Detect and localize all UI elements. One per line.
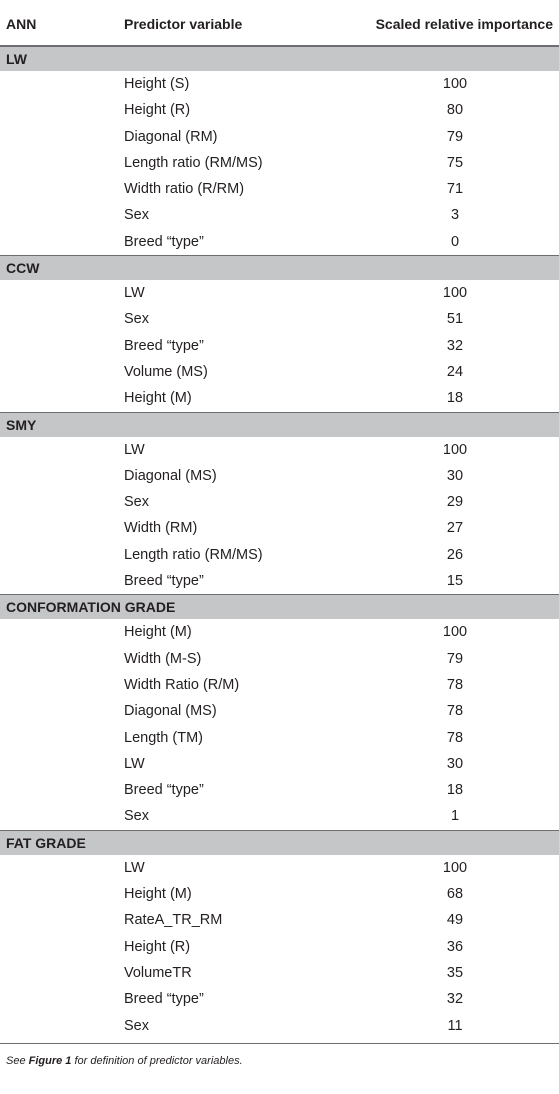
table-row: [0, 646, 559, 672]
importance-value-cell: 100: [442, 441, 468, 458]
table-row: [0, 124, 559, 150]
table-body: [0, 46, 559, 1039]
table-row: [0, 881, 559, 907]
predictor-variable-cell: Height (R): [124, 938, 191, 955]
table-row: [0, 698, 559, 724]
predictor-variable-cell: Height (M): [124, 624, 192, 641]
importance-value-cell: 1: [450, 808, 460, 825]
importance-value-cell: 0: [450, 233, 460, 250]
group-name: CONFORMATION GRADE: [6, 599, 176, 616]
table-row: [0, 359, 559, 385]
table-section: [0, 46, 559, 255]
predictor-variable-cell: VolumeTR: [124, 964, 192, 981]
importance-value-cell: 36: [446, 938, 464, 955]
predictor-variable-cell: Breed “type”: [124, 337, 204, 354]
header-predictor-variable: Predictor variable: [124, 16, 243, 32]
importance-value-cell: 80: [446, 102, 464, 119]
predictor-variable-cell: Breed “type”: [124, 233, 204, 250]
predictor-variable-cell: Width (RM): [124, 520, 198, 537]
importance-value-cell: 18: [446, 782, 464, 799]
importance-value-cell: 75: [446, 154, 464, 171]
table-row: [0, 777, 559, 803]
header-scaled-relative-importance: Scaled relative importance: [375, 16, 553, 32]
importance-value-cell: 100: [442, 285, 468, 302]
group-header: [0, 830, 559, 855]
importance-value-cell: 51: [446, 311, 464, 328]
table-row: [0, 333, 559, 359]
table-row: [0, 751, 559, 777]
table-row: [0, 542, 559, 568]
predictor-variable-cell: Length ratio (RM/MS): [124, 154, 263, 171]
importance-value-cell: 49: [446, 912, 464, 929]
predictor-variable-cell: Volume (MS): [124, 363, 208, 380]
table-row: [0, 672, 559, 698]
importance-value-cell: 79: [446, 650, 464, 667]
importance-value-cell: 100: [442, 859, 468, 876]
table-row: [0, 619, 559, 645]
table-row: [0, 725, 559, 751]
table-row: [0, 986, 559, 1012]
importance-value-cell: 15: [446, 573, 464, 590]
predictor-variable-cell: Length ratio (RM/MS): [124, 546, 263, 563]
group-header: [0, 594, 559, 619]
importance-value-cell: 100: [442, 624, 468, 641]
table-row: [0, 229, 559, 255]
predictor-variable-cell: RateA_TR_RM: [124, 912, 223, 929]
table-row: [0, 385, 559, 411]
importance-value-cell: 29: [446, 494, 464, 511]
table-row: [0, 568, 559, 594]
table-row: [0, 202, 559, 228]
predictor-variable-cell: Width ratio (R/RM): [124, 181, 245, 198]
group-header: [0, 412, 559, 437]
predictor-variable-cell: Height (M): [124, 390, 192, 407]
predictor-variable-cell: Length (TM): [124, 729, 203, 746]
table-row: [0, 1013, 559, 1039]
table-row: [0, 176, 559, 202]
footnote-prefix: See: [6, 1054, 29, 1067]
importance-value-cell: 11: [447, 1017, 463, 1034]
importance-value-cell: 78: [446, 703, 464, 720]
predictor-variable-cell: Breed “type”: [124, 991, 204, 1008]
importance-value-cell: 3: [450, 207, 460, 224]
table-section: [0, 830, 559, 1039]
importance-value-cell: 79: [446, 128, 464, 145]
table-header: [0, 0, 559, 46]
importance-value-cell: 30: [446, 755, 464, 772]
predictor-variable-cell: Sex: [124, 494, 149, 511]
table-row: [0, 280, 559, 306]
importance-value-cell: 24: [446, 363, 464, 380]
predictor-variable-cell: Height (S): [124, 76, 190, 92]
group-name: FAT GRADE: [6, 834, 86, 851]
table-footnote: [0, 1044, 559, 1067]
predictor-variable-cell: Height (M): [124, 886, 192, 903]
table-section: [0, 255, 559, 411]
importance-value-cell: 68: [446, 886, 464, 903]
predictor-variable-cell: Diagonal (MS): [124, 703, 217, 720]
group-name: CCW: [6, 260, 40, 277]
importance-value-cell: 78: [446, 729, 464, 746]
predictor-variable-cell: Breed “type”: [124, 573, 204, 590]
table-section: [0, 594, 559, 829]
table-row: [0, 150, 559, 176]
predictor-variable-cell: Sex: [124, 311, 149, 328]
importance-value-cell: 18: [446, 390, 464, 407]
group-name: LW: [6, 51, 27, 67]
importance-value-cell: 100: [442, 76, 468, 92]
table-row: [0, 960, 559, 986]
importance-value-cell: 30: [446, 467, 464, 484]
importance-value-cell: 71: [446, 181, 464, 198]
predictor-variable-cell: Diagonal (RM): [124, 128, 218, 145]
footnote-figure-ref: Figure 1: [28, 1054, 72, 1067]
predictor-variable-cell: Sex: [124, 207, 149, 224]
table-row: [0, 855, 559, 881]
importance-value-cell: 32: [446, 991, 464, 1008]
predictor-variable-cell: Breed “type”: [124, 782, 204, 799]
predictor-variable-cell: Width Ratio (R/M): [124, 676, 240, 693]
table-row: [0, 803, 559, 829]
importance-value-cell: 32: [446, 337, 464, 354]
importance-value-cell: 27: [446, 520, 464, 537]
predictor-variable-cell: LW: [124, 755, 145, 772]
table-row: [0, 489, 559, 515]
table-row: [0, 907, 559, 933]
table-row: [0, 463, 559, 489]
group-name: SMY: [6, 416, 37, 433]
predictor-variable-cell: Sex: [124, 808, 149, 825]
table-row: [0, 71, 559, 97]
group-header: [0, 255, 559, 280]
predictor-variable-cell: Sex: [124, 1017, 149, 1034]
table-row: [0, 97, 559, 123]
predictor-variable-cell: LW: [124, 285, 145, 302]
table-section: [0, 412, 559, 595]
importance-value-cell: 35: [446, 964, 464, 981]
table-row: [0, 934, 559, 960]
table-row: [0, 515, 559, 541]
importance-value-cell: 26: [446, 546, 464, 563]
header-ann: ANN: [6, 16, 37, 32]
predictor-variable-cell: LW: [124, 859, 145, 876]
predictor-variable-cell: Width (M-S): [124, 650, 202, 667]
predictor-variable-cell: Height (R): [124, 102, 191, 119]
table-row: [0, 306, 559, 332]
group-header: [0, 46, 559, 71]
footnote-suffix: for definition of predictor variables.: [71, 1054, 243, 1067]
predictor-variable-cell: Diagonal (MS): [124, 467, 217, 484]
table-row: [0, 437, 559, 463]
importance-value-cell: 78: [446, 676, 464, 693]
predictor-variable-cell: LW: [124, 441, 145, 458]
